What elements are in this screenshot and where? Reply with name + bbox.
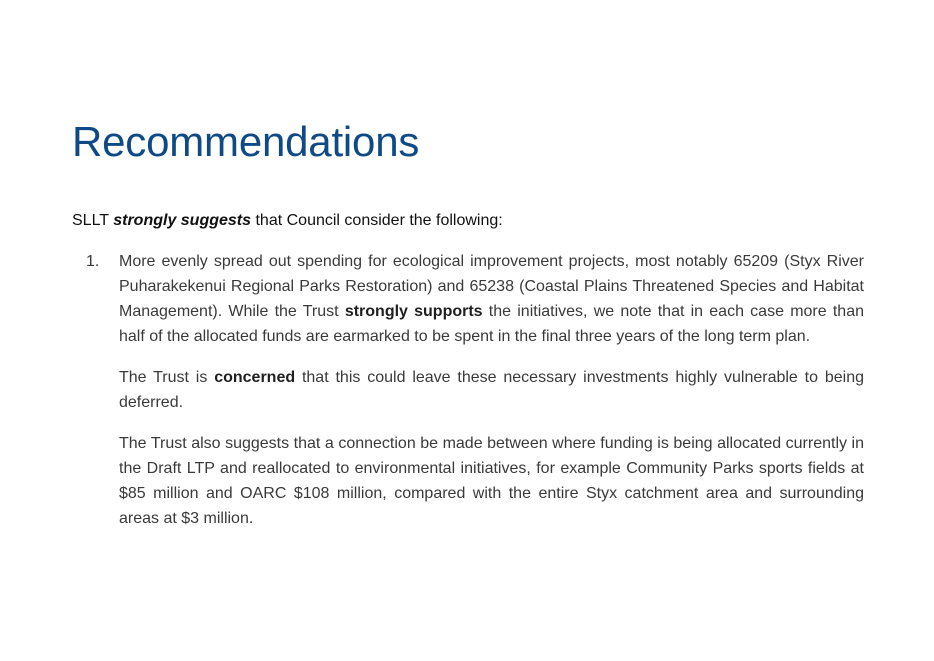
list-item-paragraph-3: The Trust also suggests that a connection be made between where funding is being allocated currently in the Draft LTP and reallocated to environmental initiatives, for example Community Parks sports fields at $85 million and OARC $108 million, compared with the entire Styx catchment area and surrounding areas at $3 million. (119, 435, 864, 527)
intro-text-after: that Council consider the following: (251, 212, 503, 229)
p2-text-a: The Trust is (119, 369, 215, 386)
intro-text-before: SLLT (72, 212, 114, 229)
p1-text-c: the initiatives, we note that in each case more than half of the allocated funds are earmarked to be spent in the final three years of the long term plan. (119, 303, 864, 345)
p2-text-c: that this could leave these necessary investments highly vulnerable to being deferred. (119, 369, 864, 411)
list-item-paragraph-1 (119, 249, 864, 349)
intro-emphasis: strongly suggests (113, 212, 252, 229)
list-item-number: 1. (86, 253, 100, 270)
list-item-paragraph-2 (119, 365, 864, 415)
p1-bold: strongly supports (344, 303, 483, 320)
recommendations-list (72, 249, 864, 547)
page-title: Recommendations (72, 118, 420, 165)
p1-text-a: More evenly spread out spending for ecological improvement projects, most notably 65209 (Styx River Puharakekenui Regional Parks Restoration) and 65238 (Coastal Plains Threatened Species and Habitat Management). While the Trust (119, 253, 864, 320)
list-item (72, 249, 864, 531)
intro-paragraph (72, 208, 864, 233)
p2-bold: concerned (214, 369, 296, 386)
